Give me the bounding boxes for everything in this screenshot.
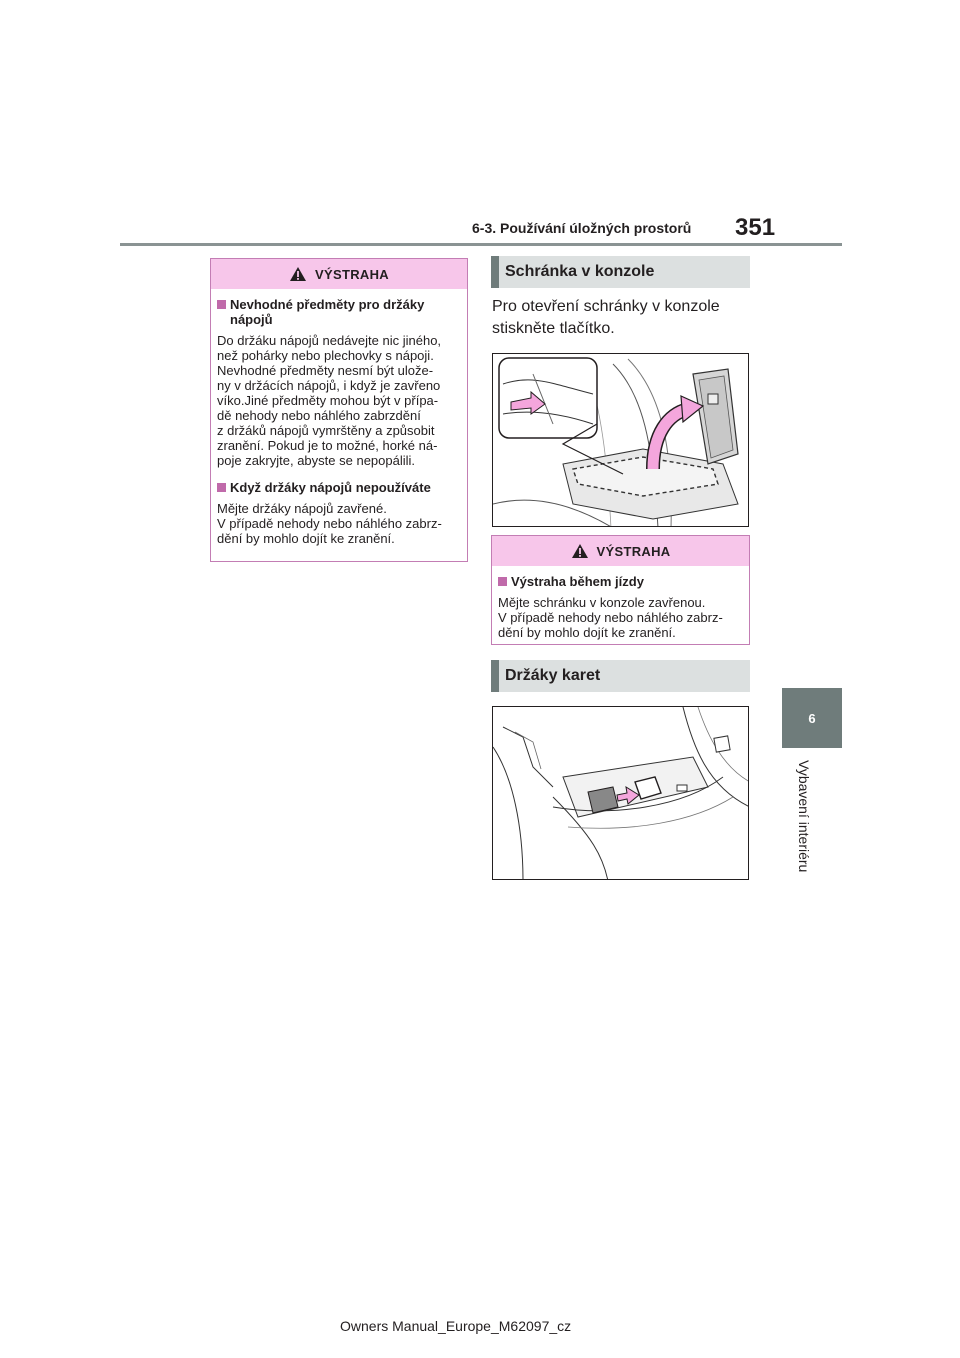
warning-item-heading-text: Když držáky nápojů nepoužíváte (230, 480, 431, 495)
warning-header (211, 259, 467, 289)
warning-item-heading-text: Výstraha během jízdy (511, 574, 644, 589)
chapter-tab[interactable]: 6 (782, 688, 842, 748)
section-heading-console-box: Schránka v konzole (491, 256, 750, 288)
header-divider (120, 243, 842, 246)
warning-item-heading (498, 574, 743, 589)
warning-triangle-icon (289, 266, 307, 282)
warning-triangle-icon (571, 543, 589, 559)
warning-box-driving (491, 535, 750, 645)
square-bullet-icon (217, 483, 226, 492)
card-holder-illustration (492, 706, 749, 880)
warning-title: VÝSTRAHA (315, 266, 389, 282)
square-bullet-icon (217, 300, 226, 309)
warning-item-text: Mějte schránku v konzole zavřenou. V případě nehody nebo náhlého zabrz- dění by mohlo dojít ke zranění. (498, 595, 723, 640)
warning-item-text: Mějte držáky nápojů zavřené. V případě nehody nebo náhlého zabrz- dění by mohlo dojít ke zranění. (217, 501, 442, 546)
warning-header (492, 536, 749, 566)
chapter-label: Vybavení interiéru (796, 760, 812, 873)
section-heading-card-holders: Držáky karet (491, 660, 750, 692)
warning-item-heading-text: Nevhodné předměty pro držáky nápojů (230, 297, 425, 327)
warning-item-heading (217, 297, 461, 327)
footer-text: Owners Manual_Europe_M62097_cz (340, 1318, 572, 1334)
section-title: 6-3. Používání úložných prostorů (472, 220, 692, 236)
card-holder-drawing (493, 707, 749, 880)
console-box-drawing (493, 354, 749, 527)
warning-item-heading (217, 480, 461, 495)
square-bullet-icon (498, 577, 507, 586)
page-number: 351 (735, 214, 776, 241)
warning-box-cup-holders (210, 258, 468, 562)
console-box-illustration (492, 353, 749, 527)
console-instructions: Pro otevření schránky v konzole stiskněte tlačítko. (492, 298, 720, 337)
warning-item-text: Do držáku nápojů nedávejte nic jiného, než pohárky nebo plechovky s nápoji. Nevhodné předměty nesmí být ulože- ny v držácích nápojů, i když je zavřeno víko.Jiné předměty mohou být v přípa- dě nehody nebo náhlého zabrzdění z držáků nápojů vymrštěny a způsobit zranění. Pokud je to možné, horké ná- poje zakryjte, abyste se nepopálili. (217, 333, 442, 468)
warning-title: VÝSTRAHA (596, 543, 671, 559)
